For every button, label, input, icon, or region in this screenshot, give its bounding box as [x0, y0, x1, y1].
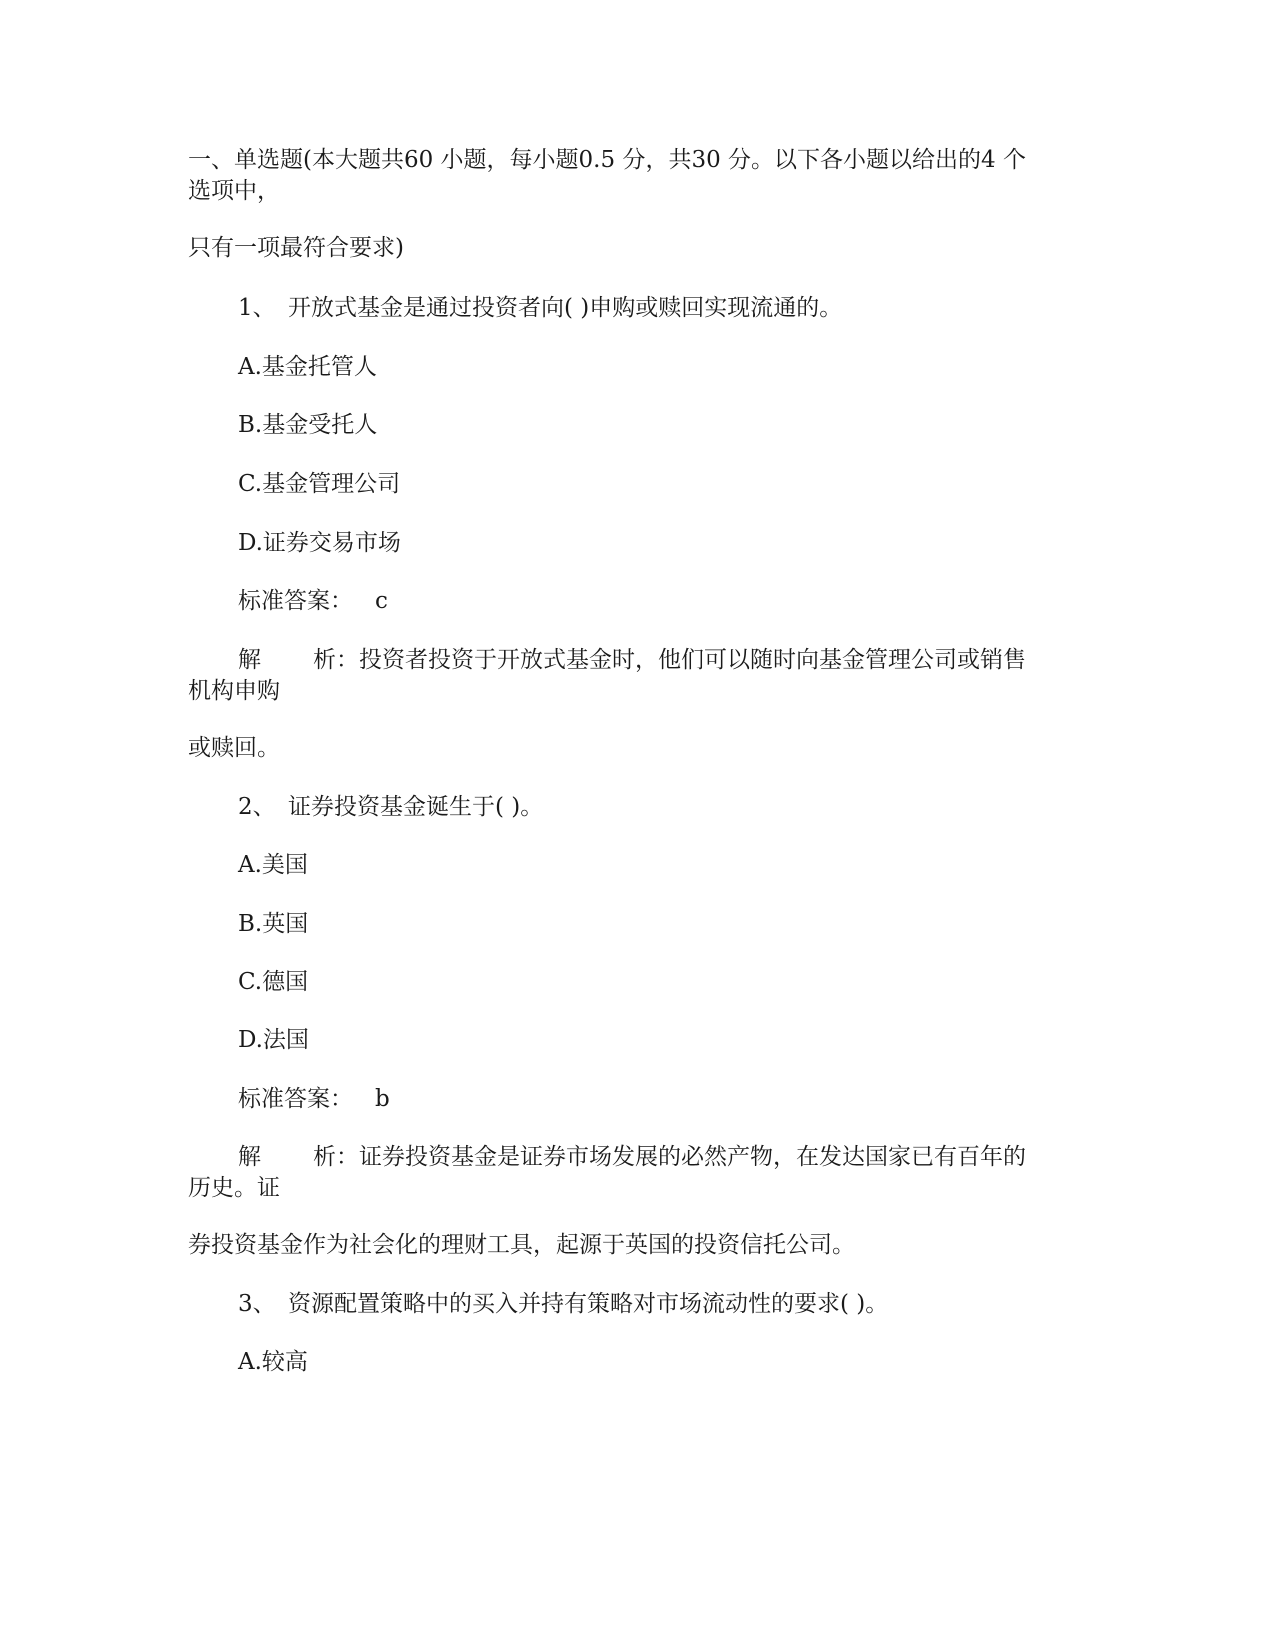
analysis-key: 解 — [238, 647, 261, 673]
question-1-option-a: A.基金托管人 — [238, 354, 377, 380]
answer-label: 标准答案： — [238, 1086, 353, 1112]
question-2-answer — [238, 1084, 390, 1114]
section-heading-line-2: 选项中， — [188, 178, 280, 204]
question-2-option-d: D.法国 — [238, 1027, 309, 1053]
question-2-analysis-line-2: 历史。证 — [188, 1175, 280, 1201]
answer-value: b — [374, 1086, 390, 1112]
question-2-analysis-line-1 — [238, 1142, 1026, 1172]
question-2-option-a: A.美国 — [238, 852, 308, 878]
analysis-key: 解 — [238, 1144, 261, 1170]
question-1-analysis-line-2: 机构申购 — [188, 678, 280, 704]
question-2-option-b: B.英国 — [238, 911, 309, 937]
question-1-answer — [238, 586, 388, 616]
question-1-number: 1、 — [238, 295, 276, 321]
question-2-stem — [238, 792, 543, 822]
question-1-text: 开放式基金是通过投资者向( )申购或赎回实现流通的。 — [288, 295, 843, 321]
question-3-text: 资源配置策略中的买入并持有策略对市场流动性的要求( )。 — [288, 1291, 889, 1317]
question-2-number: 2、 — [238, 794, 276, 820]
question-1-option-d: D.证券交易市场 — [238, 530, 401, 556]
question-2-analysis-line-3: 券投资基金作为社会化的理财工具，起源于英国的投资信托公司。 — [188, 1232, 855, 1258]
answer-value: c — [374, 588, 388, 614]
question-3-option-a: A.较高 — [238, 1349, 308, 1375]
question-1-analysis-line-1 — [238, 645, 1026, 675]
question-1-analysis-line-3: 或赎回。 — [188, 735, 280, 761]
analysis-text: 析：投资者投资于开放式基金时，他们可以随时向基金管理公司或销售 — [313, 647, 1026, 673]
question-1-option-b: B.基金受托人 — [238, 412, 378, 438]
question-2-option-c: C.德国 — [238, 969, 309, 995]
analysis-text: 析：证券投资基金是证券市场发展的必然产物，在发达国家已有百年的 — [313, 1144, 1026, 1170]
question-3-number: 3、 — [238, 1291, 276, 1317]
section-heading-line-1: 一、单选题(本大题共60 小题，每小题0.5 分，共30 分。以下各小题以给出的4 个 — [188, 147, 1026, 173]
question-3-stem — [238, 1289, 888, 1319]
answer-label: 标准答案： — [238, 588, 353, 614]
question-2-text: 证券投资基金诞生于( )。 — [288, 794, 544, 820]
question-1-stem — [238, 293, 842, 323]
question-1-option-c: C.基金管理公司 — [238, 471, 401, 497]
section-heading-line-3: 只有一项最符合要求) — [188, 235, 404, 261]
